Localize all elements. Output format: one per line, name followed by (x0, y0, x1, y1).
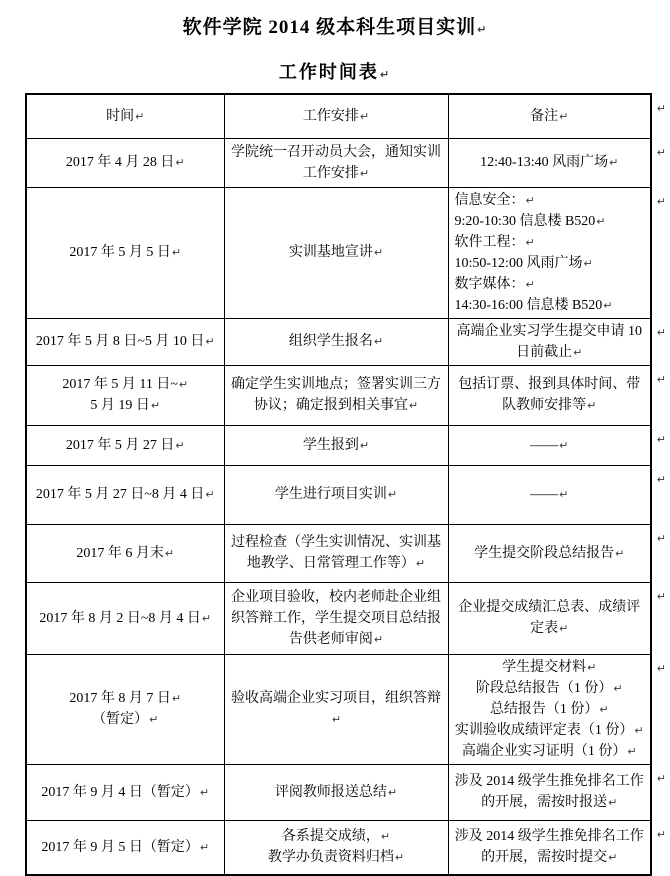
paragraph: 实训基地宣讲↵ (288, 245, 384, 260)
cell-notes (448, 820, 666, 875)
paragraph-mark: ↵ (178, 378, 189, 391)
row-end-mark: ↵ (656, 771, 666, 785)
paragraph-mark: ↵ (477, 23, 488, 36)
paragraph-mark: ↵ (171, 246, 182, 259)
paragraph: 学生报到↵ (302, 437, 370, 453)
cell-notes (448, 764, 666, 820)
paragraph: 企业提交成绩汇总表、成绩评定表↵ (458, 600, 641, 636)
table-row (26, 425, 651, 465)
row-end-mark: ↵ (656, 325, 666, 339)
cell-work (224, 582, 448, 654)
cell-notes (448, 365, 666, 425)
paragraph: 实训验收成绩评定表（1 份）↵ (454, 722, 644, 738)
paragraph: ——↵ (530, 437, 569, 453)
header-label: 工作安排 (302, 108, 359, 124)
paragraph: 2017 年 5 月 5 日↵ (69, 245, 182, 260)
paragraph-mark: ↵ (387, 785, 398, 799)
table-row (26, 138, 651, 187)
cell-time (26, 138, 224, 187)
row-end-mark: ↵ (656, 589, 666, 603)
paragraph-mark: ↵ (634, 723, 644, 737)
paragraph: 2017 年 5 月 11 日~↵ (62, 377, 189, 392)
header-cell-time (26, 94, 224, 138)
paragraph: 14:30-16:00 信息楼 B520↵ (454, 297, 613, 313)
table-row (26, 764, 651, 820)
paragraph-mark: ↵ (583, 256, 593, 270)
row-end-mark: ↵ (656, 827, 666, 841)
paragraph: （暂定）↵ (92, 712, 159, 727)
cell-time (26, 524, 224, 582)
cell-time (26, 582, 224, 654)
paragraph-mark: ↵ (525, 235, 535, 249)
cell-notes (448, 138, 666, 187)
paragraph: 包括订票、报到具体时间、带队教师安排等↵ (458, 377, 641, 413)
paragraph-mark: ↵ (175, 156, 185, 169)
paragraph-mark: ↵ (373, 632, 384, 646)
paragraph-mark: ↵ (559, 622, 569, 635)
paragraph: 学院统一召开动员大会，通知实训工作安排↵ (231, 144, 441, 181)
paragraph: 2017 年 6 月末↵ (76, 545, 175, 561)
paragraph: 学生提交阶段总结报告↵ (474, 545, 625, 561)
cell-work (224, 187, 448, 318)
paragraph-mark: ↵ (164, 546, 175, 560)
schedule-table-wrapper (25, 93, 670, 876)
cell-notes (448, 524, 666, 582)
paragraph: 信息安全：↵ (454, 192, 535, 208)
paragraph-mark: ↵ (135, 109, 145, 123)
paragraph: 2017 年 4 月 28 日↵ (65, 155, 185, 170)
paragraph-mark: ↵ (331, 713, 342, 726)
cell-work (224, 820, 448, 875)
paragraph-mark: ↵ (379, 68, 392, 81)
cell-notes (448, 425, 666, 465)
paragraph-mark: ↵ (201, 611, 212, 625)
paragraph-mark: ↵ (199, 840, 210, 854)
paragraph-mark: ↵ (150, 399, 161, 412)
table-row (26, 318, 651, 365)
paragraph: 2017 年 5 月 8 日~5 月 10 日↵ (35, 334, 215, 349)
cell-notes (448, 582, 666, 654)
paragraph-mark: ↵ (613, 681, 623, 695)
page-title (0, 0, 670, 39)
paragraph: ——↵ (530, 487, 569, 502)
header-label: 时间 (106, 108, 135, 124)
paragraph: 2017 年 8 月 2 日~8 月 4 日↵ (39, 610, 212, 626)
paragraph-mark: ↵ (608, 851, 618, 865)
paragraph-mark: ↵ (359, 438, 370, 452)
paragraph-mark: ↵ (387, 488, 398, 501)
table-row (26, 187, 651, 318)
paragraph-mark: ↵ (559, 109, 569, 123)
cell-work (224, 365, 448, 425)
header-cell-work (224, 94, 448, 138)
paragraph: 过程检查（学生实训情况、实训基地教学、日常管理工作等）↵ (231, 535, 441, 571)
paragraph-mark: ↵ (408, 399, 419, 412)
paragraph-mark: ↵ (359, 109, 370, 123)
paragraph-mark: ↵ (394, 851, 405, 865)
paragraph: 9:20-10:30 信息楼 B520↵ (454, 213, 606, 229)
cell-time (26, 764, 224, 820)
paragraph-mark: ↵ (373, 335, 384, 348)
paragraph-mark: ↵ (615, 546, 625, 560)
cell-notes (448, 654, 666, 764)
paragraph: 2017 年 9 月 4 日（暂定）↵ (41, 784, 210, 800)
row-end-mark: ↵ (656, 372, 666, 386)
paragraph-mark: ↵ (599, 702, 609, 716)
paragraph-mark: ↵ (559, 438, 569, 452)
paragraph: 2017 年 9 月 5 日（暂定）↵ (41, 839, 210, 855)
paragraph: 企业项目验收，校内老师赴企业组织答辩工作，学生提交项目总结报告供老师审阅↵ (231, 589, 441, 647)
cell-time (26, 187, 224, 318)
paragraph-mark: ↵ (559, 488, 569, 501)
paragraph-mark: ↵ (359, 166, 370, 180)
page-subtitle (0, 58, 670, 84)
paragraph-mark: ↵ (525, 193, 535, 207)
cell-notes (448, 187, 666, 318)
table-row (26, 365, 651, 425)
table-row (26, 524, 651, 582)
paragraph-mark: ↵ (373, 246, 384, 259)
paragraph-mark: ↵ (587, 399, 597, 412)
paragraph: 软件工程：↵ (454, 234, 535, 250)
cell-work (224, 764, 448, 820)
paragraph: 数字媒体：↵ (454, 276, 535, 292)
header-row (26, 94, 651, 138)
paragraph: 教学办负责资料归档↵ (267, 850, 405, 866)
paragraph-mark: ↵ (596, 214, 606, 228)
cell-notes (448, 465, 666, 524)
paragraph: 学生进行项目实训↵ (274, 487, 398, 502)
paragraph: 高端企业实习学生提交申请 10 日前截止↵ (456, 323, 642, 360)
paragraph: 组织学生报名↵ (288, 334, 384, 349)
paragraph: 确定学生实训地点；签署实训三方协议；确定报到相关事宜↵ (231, 377, 441, 413)
paragraph: 涉及 2014 级学生推免排名工作的开展，需按时报送↵ (454, 774, 644, 810)
schedule-table (25, 93, 666, 876)
paragraph-mark: ↵ (525, 277, 535, 291)
paragraph: 2017 年 8 月 7 日↵ (69, 691, 182, 706)
paragraph: 评阅教师报送总结↵ (274, 784, 398, 800)
row-end-mark: ↵ (656, 102, 666, 115)
table-row (26, 582, 651, 654)
paragraph: 12:40-13:40 风雨广场↵ (480, 155, 619, 170)
paragraph-mark: ↵ (175, 438, 185, 452)
cell-time (26, 465, 224, 524)
header-cell-notes (448, 94, 666, 138)
cell-work (224, 654, 448, 764)
paragraph-mark: ↵ (627, 744, 637, 758)
paragraph: 验收高端企业实习项目，组织答辩↵ (231, 691, 441, 726)
paragraph: 学生提交材料↵ (502, 659, 597, 675)
paragraph-mark: ↵ (171, 692, 182, 705)
row-end-mark: ↵ (656, 194, 666, 208)
paragraph-mark: ↵ (573, 345, 583, 359)
paragraph-mark: ↵ (199, 785, 210, 799)
paragraph-mark: ↵ (380, 830, 391, 844)
page-subtitle-text: 工作时间表 (278, 62, 379, 82)
table-row (26, 654, 651, 764)
paragraph-mark: ↵ (205, 488, 215, 501)
cell-time (26, 365, 224, 425)
paragraph-mark: ↵ (603, 298, 613, 312)
paragraph: 10:50-12:00 风雨广场↵ (454, 255, 593, 271)
cell-work (224, 318, 448, 365)
table-row (26, 820, 651, 875)
paragraph: 阶段总结报告（1 份）↵ (475, 680, 623, 696)
row-end-mark: ↵ (656, 472, 666, 486)
paragraph-mark: ↵ (608, 796, 618, 809)
header-label: 备注 (530, 108, 559, 124)
cell-time (26, 654, 224, 764)
table-row (26, 465, 651, 524)
cell-work (224, 465, 448, 524)
paragraph-mark: ↵ (205, 335, 215, 348)
cell-time (26, 318, 224, 365)
paragraph-mark: ↵ (415, 557, 426, 570)
cell-time (26, 820, 224, 875)
paragraph: 涉及 2014 级学生推免排名工作的开展，需按时提交↵ (454, 829, 644, 866)
page-title-text: 软件学院 2014 级本科生项目实训 (182, 17, 477, 38)
cell-time (26, 425, 224, 465)
cell-work (224, 138, 448, 187)
row-end-mark: ↵ (656, 432, 666, 446)
row-end-mark: ↵ (656, 531, 666, 545)
cell-work (224, 524, 448, 582)
paragraph-mark: ↵ (149, 713, 159, 726)
cell-notes (448, 318, 666, 365)
paragraph: 2017 年 5 月 27 日↵ (65, 437, 185, 453)
paragraph: 5 月 19 日↵ (90, 398, 161, 413)
cell-work (224, 425, 448, 465)
row-end-mark: ↵ (656, 661, 666, 675)
paragraph: 各系提交成绩，↵ (281, 829, 391, 845)
paragraph-mark: ↵ (587, 660, 597, 674)
row-end-mark: ↵ (656, 145, 666, 159)
paragraph-mark: ↵ (609, 156, 619, 169)
paragraph: 总结报告（1 份）↵ (489, 701, 609, 717)
paragraph: 2017 年 5 月 27 日~8 月 4 日↵ (35, 487, 215, 502)
paragraph: 高端企业实习证明（1 份）↵ (461, 743, 637, 759)
